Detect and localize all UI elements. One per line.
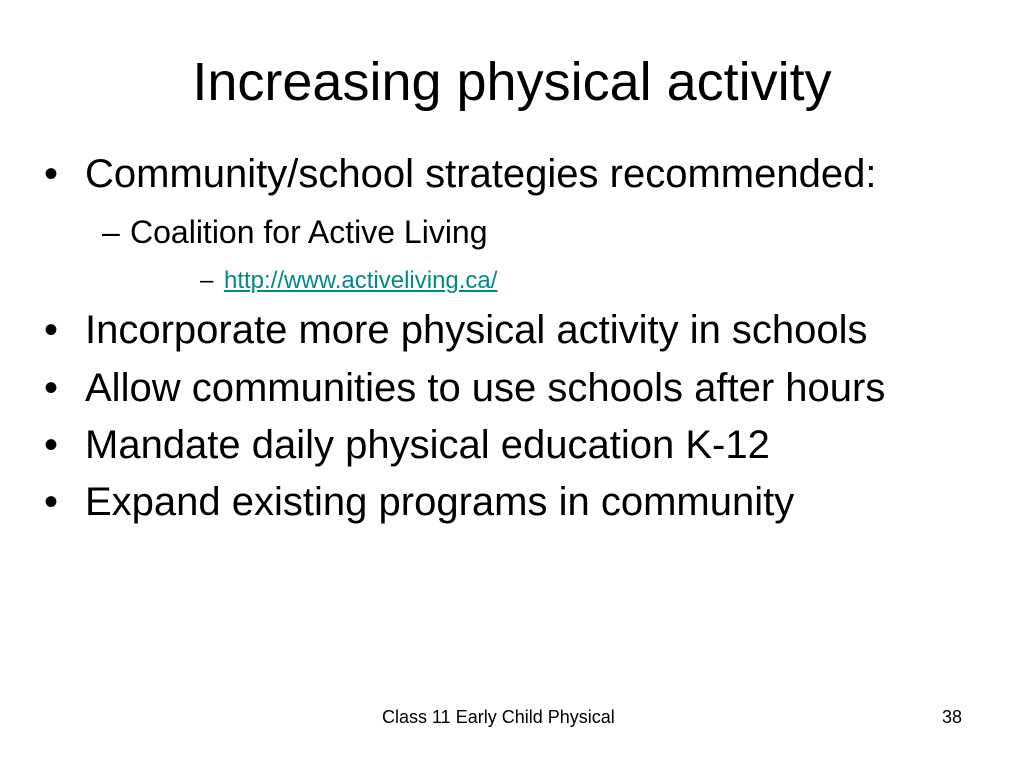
- bullet-text: Expand existing programs in community: [85, 480, 795, 524]
- dash-mark: –: [102, 214, 120, 250]
- bullet-mark: •: [44, 423, 59, 467]
- page-number: 38: [942, 707, 963, 727]
- bullet-text: Community/school strategies recommended:: [85, 152, 877, 196]
- bullet-text: Incorporate more physical activity in schools: [85, 308, 868, 352]
- sub-bullet-text: Coalition for Active Living: [130, 214, 488, 250]
- dash-mark: –: [200, 267, 214, 294]
- slide-title: Increasing physical activity: [192, 52, 832, 112]
- bullet-text: Mandate daily physical education K-12: [85, 423, 770, 467]
- bullet-mark: •: [44, 480, 59, 524]
- bullet-mark: •: [44, 308, 59, 352]
- footer-label: Class 11 Early Child Physical: [382, 707, 615, 727]
- bullet-text: Allow communities to use schools after hours: [85, 366, 886, 410]
- bullet-mark: •: [44, 366, 59, 410]
- activeliving-link[interactable]: http://www.activeliving.ca/: [224, 267, 498, 294]
- bullet-mark: •: [44, 152, 59, 196]
